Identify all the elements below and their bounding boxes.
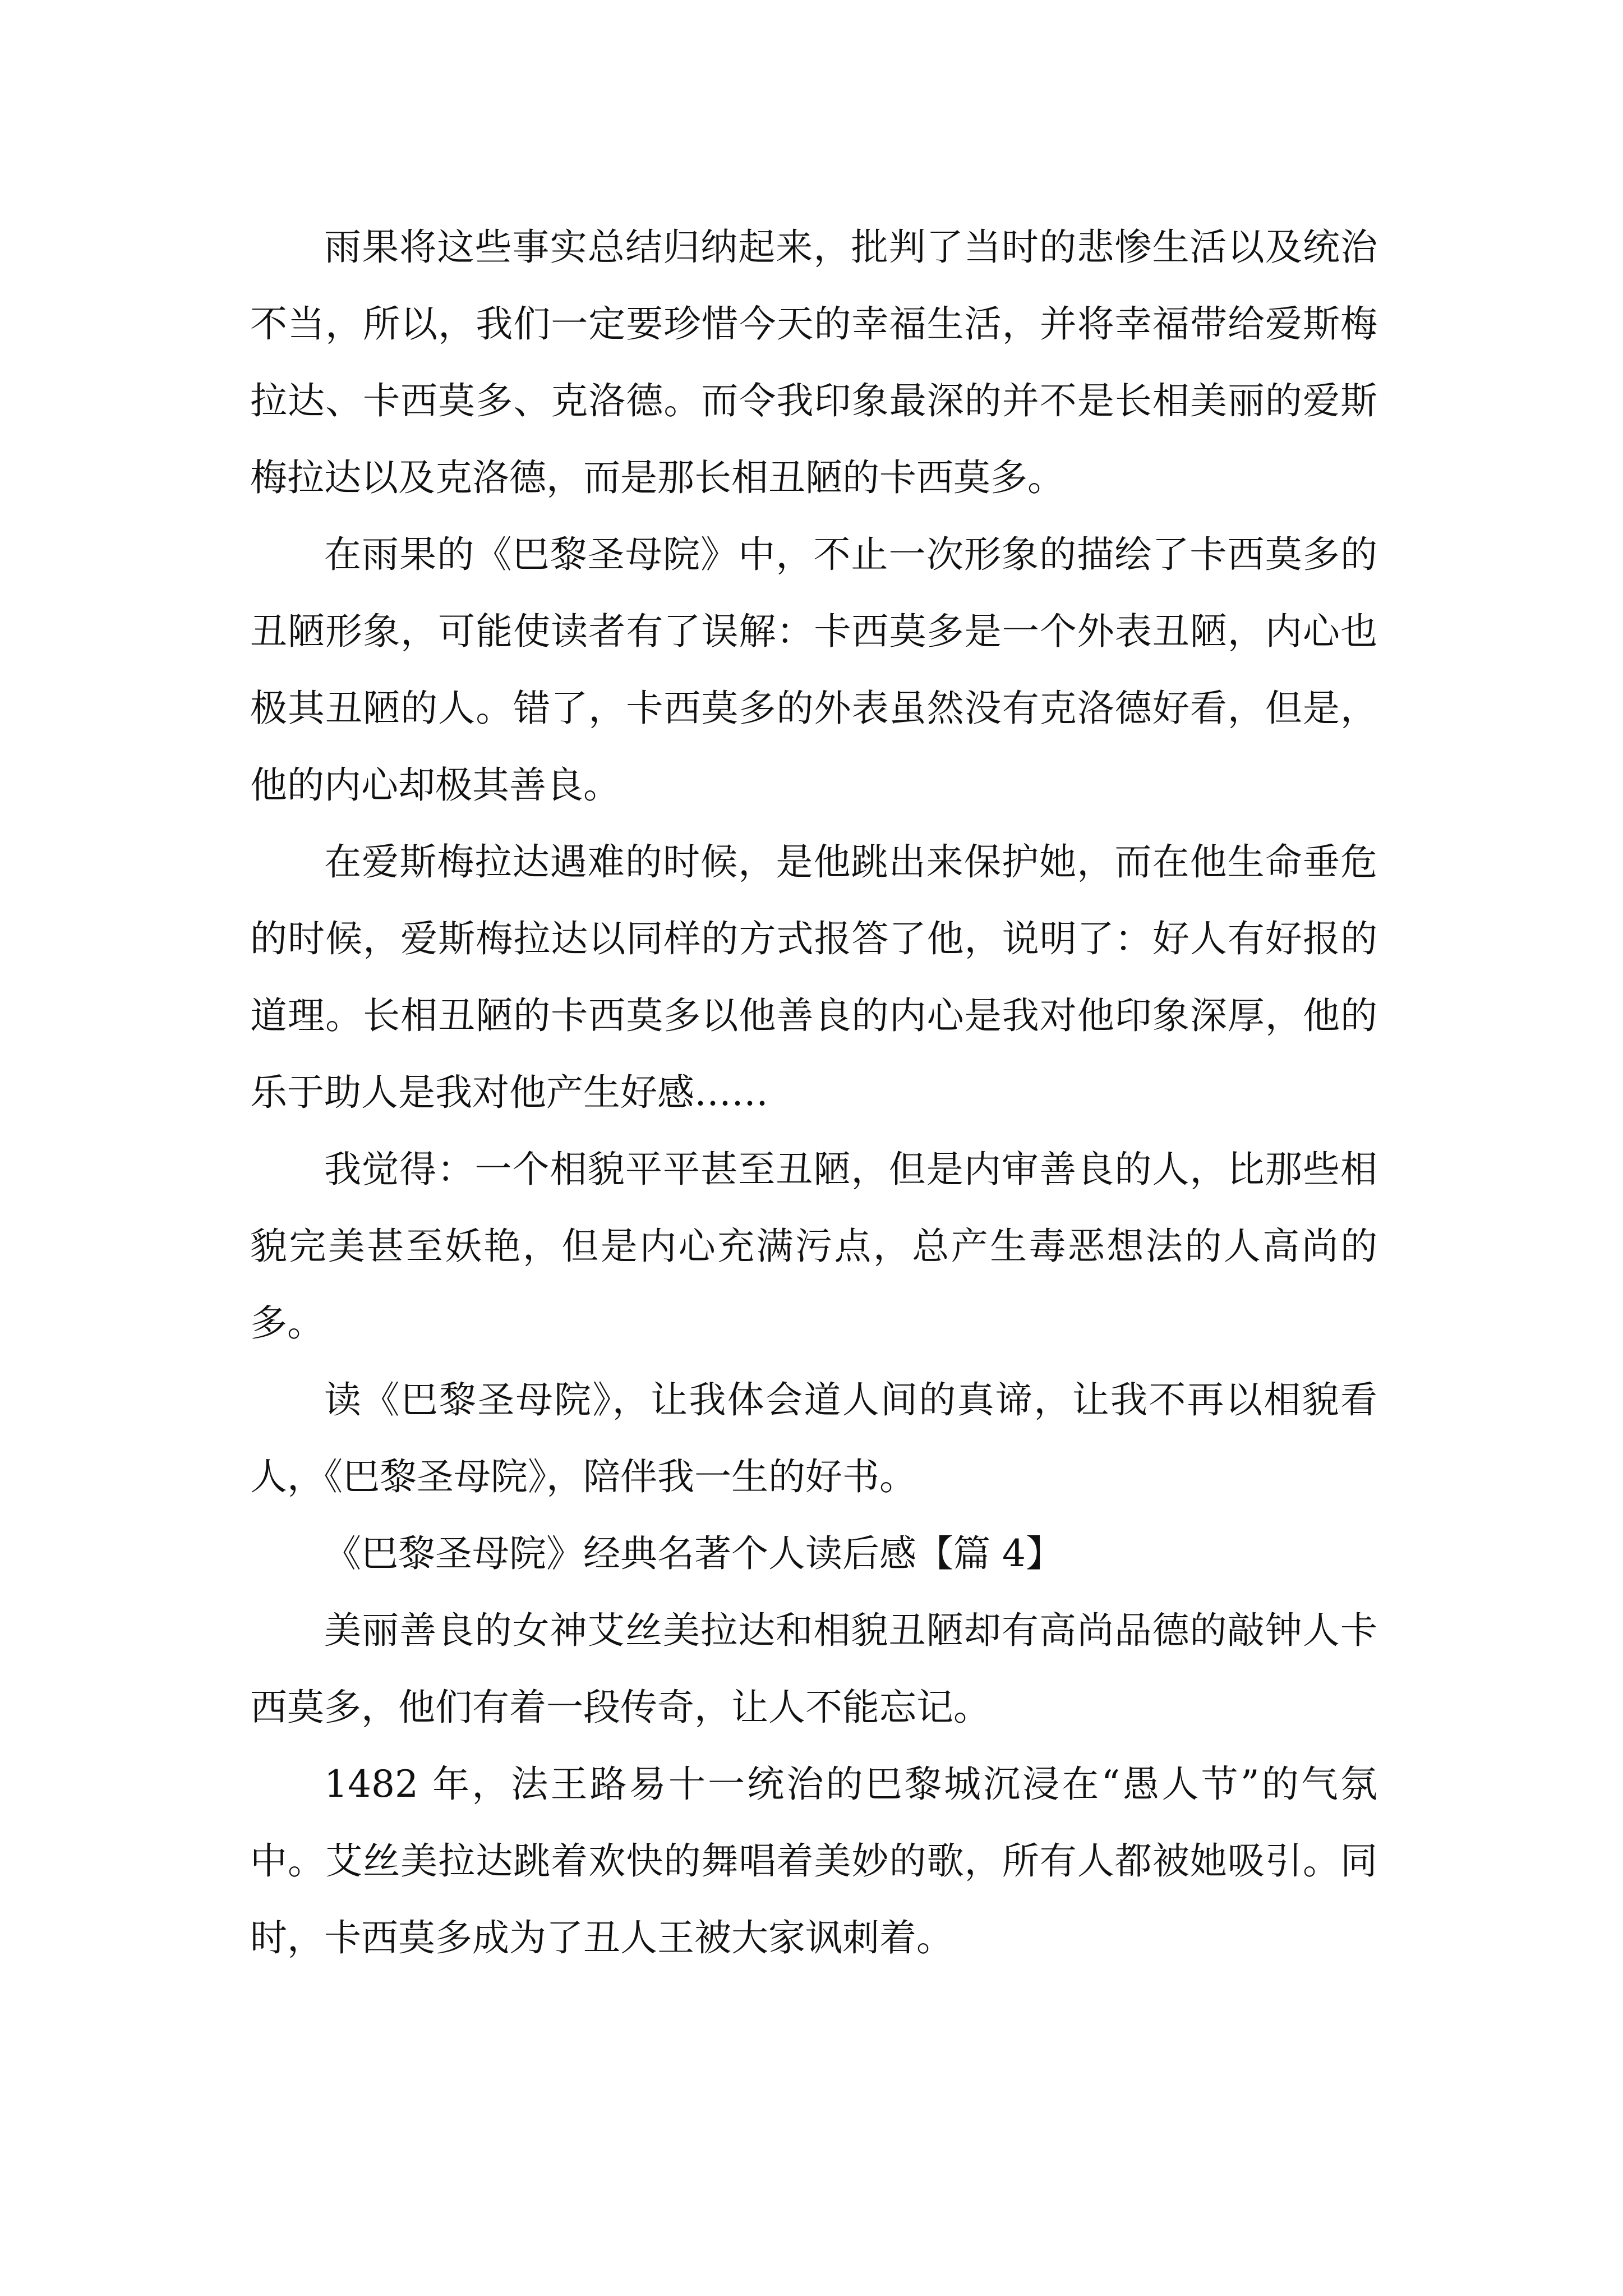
section-heading: 《巴黎圣母院》经典名著个人读后感【篇 4】 bbox=[324, 1532, 1063, 1575]
paragraph: 1482 年，法王路易十一统治的巴黎城沉浸在“愚人节”的气氛中。艾丝美拉达跳着欢快的舞唱着美妙的歌，所有人都被她吸引。同时，卡西莫多成为了丑人王被大家讽刺着。 bbox=[250, 1763, 1377, 1959]
document-body bbox=[250, 209, 1377, 1976]
paragraph: 在雨果的《巴黎圣母院》中，不止一次形象的描绘了卡西莫多的丑陋形象，可能使读者有了误解：卡西莫多是一个外表丑陋，内心也极其丑陋的人。错了，卡西莫多的外表虽然没有克洛德好看，但是，他的内心却极其善良。 bbox=[250, 533, 1377, 807]
paragraph: 我觉得：一个相貌平平甚至丑陋，但是内审善良的人，比那些相貌完美甚至妖艳，但是内心充满污点，总产生毒恶想法的人高尚的多。 bbox=[250, 1148, 1377, 1345]
paragraph: 美丽善良的女神艾丝美拉达和相貌丑陋却有高尚品德的敲钟人卡西莫多，他们有着一段传奇，让人不能忘记。 bbox=[250, 1609, 1377, 1729]
paragraph: 雨果将这些事实总结归纳起来，批判了当时的悲惨生活以及统治不当，所以，我们一定要珍惜今天的幸福生活，并将幸福带给爱斯梅拉达、卡西莫多、克洛德。而令我印象最深的并不是长相美丽的爱斯梅拉达以及克洛德，而是那长相丑陋的卡西莫多。 bbox=[250, 226, 1377, 499]
paragraph: 读《巴黎圣母院》，让我体会道人间的真谛，让我不再以相貌看人，《巴黎圣母院》，陪伴我一生的好书。 bbox=[250, 1378, 1377, 1498]
paragraph: 在爱斯梅拉达遇难的时候，是他跳出来保护她，而在他生命垂危的时候，爱斯梅拉达以同样的方式报答了他，说明了：好人有好报的道理。长相丑陋的卡西莫多以他善良的内心是我对他印象深厚，他的乐于助人是我对他产生好感…… bbox=[250, 840, 1377, 1114]
